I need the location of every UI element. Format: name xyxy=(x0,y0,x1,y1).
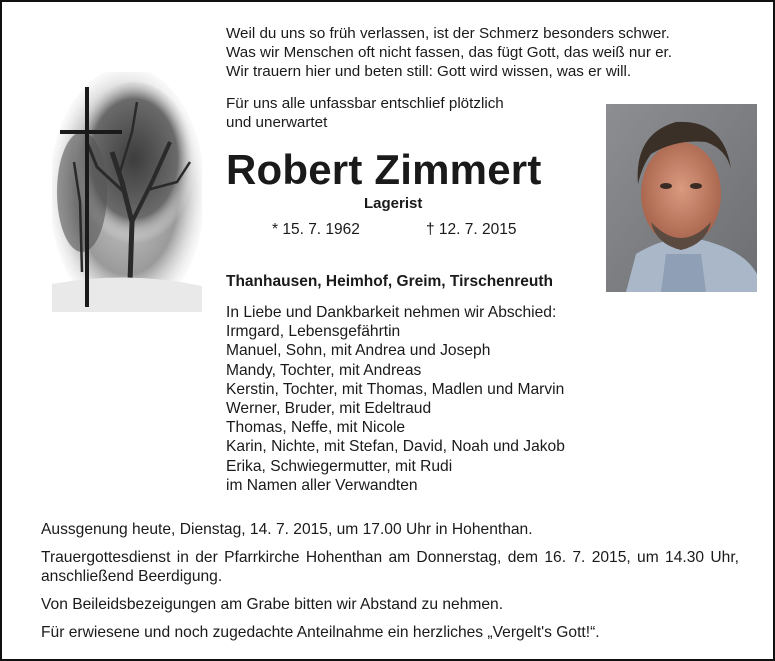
notice-condolences: Von Beileidsbezeigungen am Grabe bitten wir Abstand zu nehmen. xyxy=(41,596,504,613)
family-line: Irmgard, Lebensgefährtin xyxy=(226,323,401,341)
family-line: Thomas, Neffe, mit Nicole xyxy=(226,419,406,437)
family-list xyxy=(226,303,565,495)
family-line: Kerstin, Tochter, mit Thomas, Madlen und Marvin xyxy=(226,380,565,398)
portrait-photo-graphic xyxy=(606,104,757,292)
family-line: Werner, Bruder, mit Edeltraud xyxy=(226,400,432,418)
intro-line: und unerwartet xyxy=(226,114,328,131)
portrait-photo xyxy=(606,104,757,292)
family-line: Karin, Nichte, mit Stefan, David, Noah und Jakob xyxy=(226,438,565,456)
places: Thanhausen, Heimhof, Greim, Tirschenreuth xyxy=(226,273,553,290)
intro-line: Für uns alle unfassbar entschlief plötzlich xyxy=(226,95,504,112)
intro-text xyxy=(226,94,504,132)
family-line: In Liebe und Dankbarkeit nehmen wir Abschied: xyxy=(226,304,557,321)
death-date: † 12. 7. 2015 xyxy=(426,221,517,238)
deceased-name: Robert Zimmert xyxy=(226,146,542,193)
family-line: im Namen aller Verwandten xyxy=(226,476,418,494)
family-line: Mandy, Tochter, mit Andreas xyxy=(226,361,422,379)
birth-date: * 15. 7. 1962 xyxy=(272,221,360,238)
family-line: Erika, Schwiegermutter, mit Rudi xyxy=(226,457,453,475)
poem xyxy=(226,24,672,81)
notice-thanks: Für erwiesene und noch zugedachte Anteilnahme ein herzliches „Vergelt's Gott!“. xyxy=(41,624,600,641)
poem-line: Weil du uns so früh verlassen, ist der Schmerz besonders schwer. xyxy=(226,25,670,42)
poem-line: Was wir Menschen oft nicht fassen, das fügt Gott, das weiß nur er. xyxy=(226,44,672,61)
notice-service: Trauergottesdienst in der Pfarrkirche Hohenthan am Donnerstag, dem 16. 7. 2015, um 14.30 Uhr, anschließend Beerdigung. xyxy=(41,549,739,585)
notice-viewing: Aussgenung heute, Dienstag, 14. 7. 2015, um 17.00 Uhr in Hohenthan. xyxy=(41,521,533,538)
poem-line: Wir trauern hier und beten still: Gott wird wissen, was er will. xyxy=(226,63,632,80)
family-line: Manuel, Sohn, mit Andrea und Joseph xyxy=(226,342,491,360)
tree-with-cross-image xyxy=(52,72,202,312)
deceased-occupation: Lagerist xyxy=(364,195,423,212)
